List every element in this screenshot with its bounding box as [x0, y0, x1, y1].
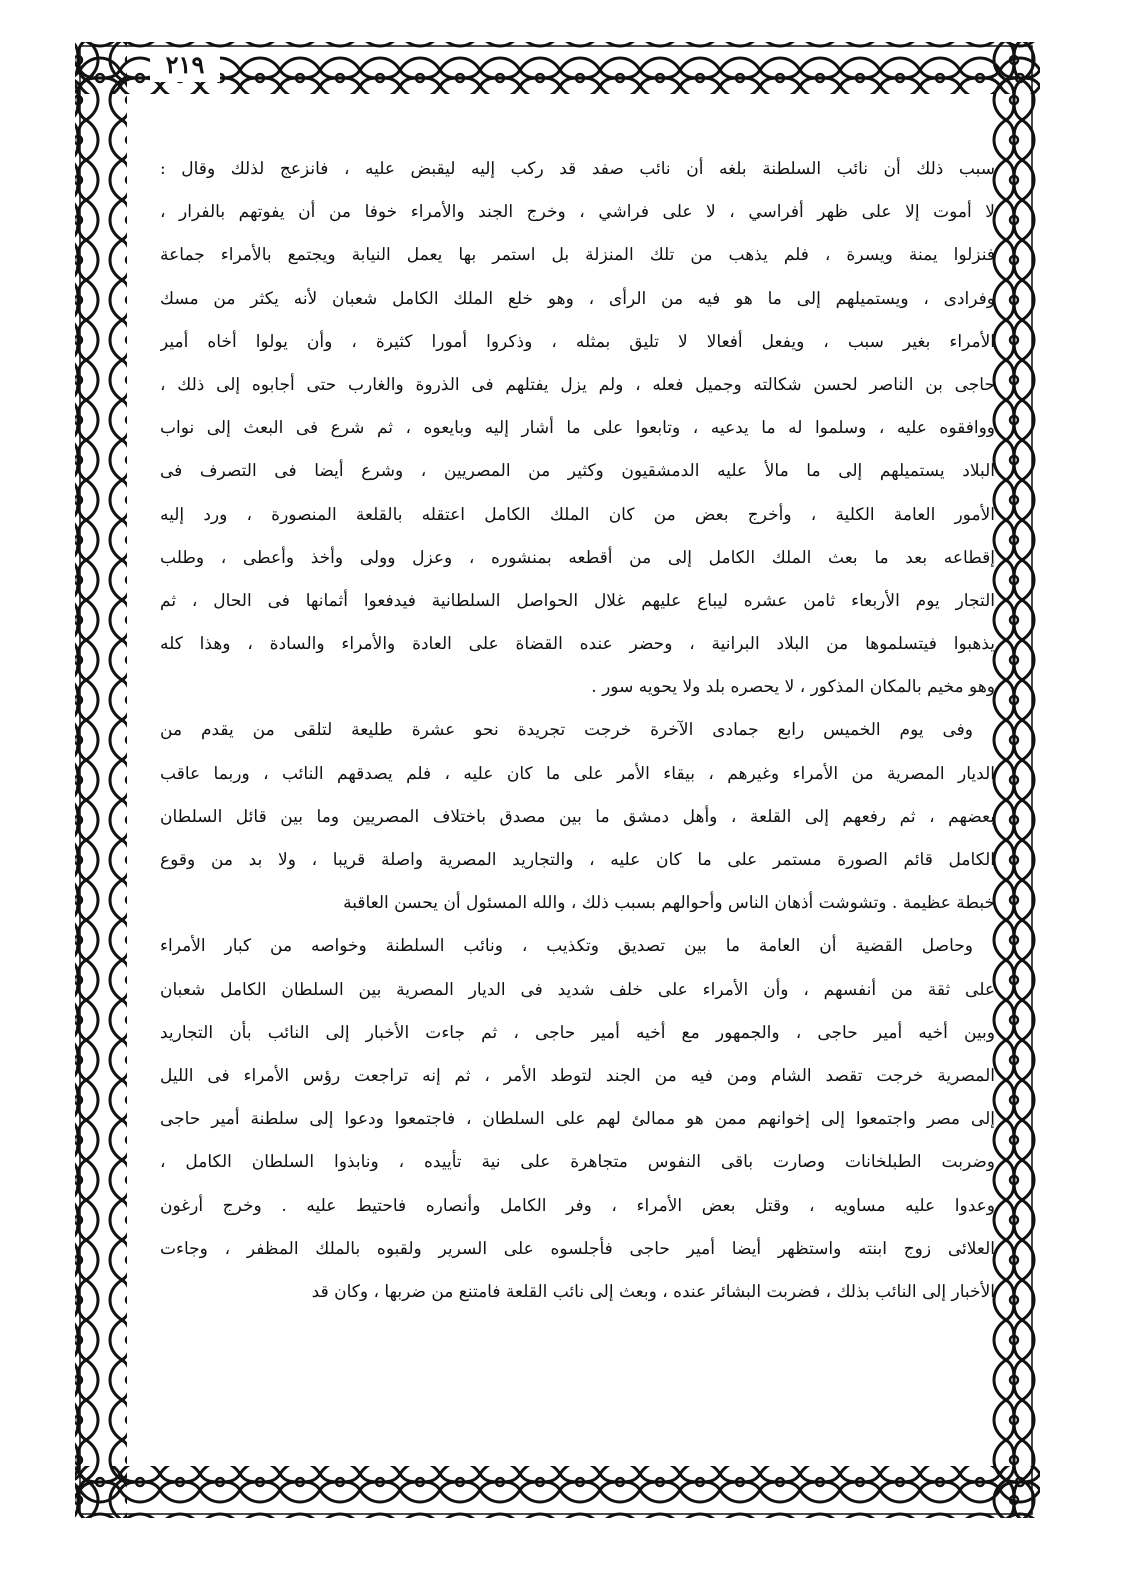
text-line: إلى مصر واجتمعوا إلى إخوانهم ممن هو ممالئ لهم على السلطان ، فاجتمعوا ودعوا إلى سلطنة أمير حاجى: [160, 1109, 995, 1130]
text-line: وضربت الطبلخانات وصارت باقى النفوس متجاهرة على نية تأييده ، ونابذوا السلطان الكامل ،: [160, 1152, 995, 1173]
text-line: خبطة عظيمة . وتشوشت أذهان الناس وأحوالهم بسبب ذلك ، والله المسئول أن يحسن العاقبة: [343, 893, 995, 914]
body-text: [160, 148, 995, 1314]
page-number: ٢١٩: [150, 48, 220, 82]
text-line: وفى يوم الخميس رابع جمادى الآخرة خرجت تجريدة نحو عشرة طليعة لتلقى من يقدم من: [160, 720, 973, 741]
text-line: التجار يوم الأربعاء ثامن عشره ليباع عليهم غلال الحواصل السلطانية فيدفعوا أثمانها فى الحال ، ثم: [160, 590, 995, 611]
text-line: وبين أخيه أمير حاجى ، والجمهور مع أخيه أمير حاجى ، ثم جاءت الأخبار إلى النائب بأن التجاريد: [160, 1022, 995, 1043]
text-line: وحاصل القضية أن العامة ما بين تصديق وتكذيب ، ونائب السلطنة وخواصه من كبار الأمراء: [160, 936, 973, 957]
text-line: البلاد يستميلهم إلى ما مالأ عليه الدمشقيون وكثير من المصريين ، وشرع أيضا فى التصرف فى: [160, 461, 995, 482]
text-line: حاجى بن الناصر لحسن شكالته وجميل فعله ، ولم يزل يفتلهم فى الذروة والغارب حتى أجابوه إلى ذلك ،: [160, 374, 995, 395]
text-line: يذهبوا فيتسلموها من البلاد البرانية ، وحضر عنده القضاة على العادة والأمراء والسادة ، وهذا كله: [160, 634, 995, 655]
text-line: إقطاعه بعد ما بعث الملك الكامل إلى من أقطعه بمنشوره ، وعزل وولى وأخذ وأعطى ، وطلب: [160, 547, 995, 568]
text-line: الديار المصرية من الأمراء وغيرهم ، بيقاء الأمر على ما كان عليه ، فلم يصدقهم النائب ، وربما عاقب: [160, 763, 995, 784]
text-line: الأخبار إلى النائب بذلك ، فضربت البشائر عنده ، وبعث إلى نائب القلعة فامتنع من ضربها ، وكان قد: [311, 1281, 995, 1302]
text-line: العلائى زوج ابنته واستظهر أيضا أمير حاجى فأجلسوه على السرير ولقبوه بالملك المظفر ، وجاءت: [160, 1238, 995, 1259]
text-line: وعدوا عليه مساويه ، وقتل بعض الأمراء ، وفر الكامل وأنصاره فاحتيط عليه . وخرج أرغون: [160, 1195, 995, 1216]
text-line: الأمراء بغير سبب ، ويفعل أفعالا لا تليق بمثله ، وذكروا أمورا كثيرة ، وأن يولوا أخاه أمير: [160, 331, 995, 352]
text-line: الكامل قائم الصورة مستمر على ما كان عليه ، والتجاريد المصرية واصلة قريبا ، ولا بد من وقوع: [160, 850, 995, 870]
text-line: فنزلوا يمنة ويسرة ، فلم يذهب من تلك المنزلة بل استمر بها يعمل النيابة ويجتمع بالأمراء جماعة: [160, 245, 995, 266]
text-line: المصرية خرجت تقصد الشام ومن فيه من الجند لتوطد الأمر ، ثم إنه تراجعت رؤس الأمراء فى الليل: [160, 1065, 995, 1086]
text-line: ووافقوه عليه ، وسلموا له ما يدعيه ، وتابعوا على ما أشار إليه وبايعوه ، ثم شرع فى البعث إلى نواب: [160, 418, 995, 439]
text-line: وفرادى ، ويستميلهم إلى ما هو فيه من الرأى ، وهو خلع الملك الكامل شعبان لأنه يكثر من مسك: [160, 288, 995, 309]
text-line: وهو مخيم بالمكان المذكور ، لا يحصره بلد ولا يحويه سور .: [591, 677, 995, 698]
text-line: بعضهم ، ثم رفعهم إلى القلعة ، وأهل دمشق ما بين مصدق باختلاف المصريين وما بين قائل السلطان: [160, 806, 995, 827]
text-line: الأمور العامة الكلية ، وأخرج بعض من كان الملك الكامل اعتقله بالقلعة المنصورة ، ورد إليه: [160, 504, 995, 525]
text-line: سبب ذلك أن نائب السلطنة بلغه أن نائب صفد قد ركب إليه ليقبض عليه ، فانزعج لذلك وقال :: [160, 159, 995, 179]
text-line: على ثقة من أنفسهم ، وأن الأمراء على خلف شديد فى الديار المصرية بين السلطان الكامل شعبان: [160, 979, 995, 1000]
text-line: لا أموت إلا على ظهر أفراسي ، لا على فراشي ، وخرج الجند والأمراء خوفا من أن يفوتهم بالفرار ،: [160, 202, 995, 223]
